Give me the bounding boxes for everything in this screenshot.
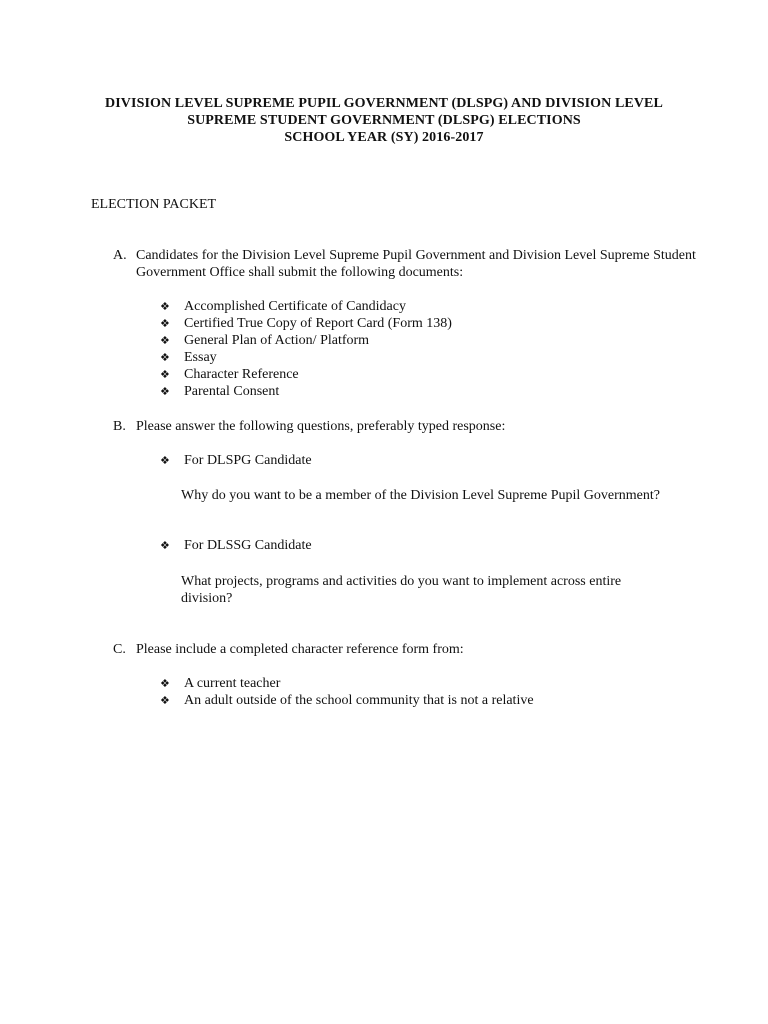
section-b-text: Please answer the following questions, preferably typed response: [136,419,506,434]
diamond-flower-icon: ❖ [160,351,170,364]
list-item: ❖ Parental Consent [160,384,280,399]
section-c-marker: C. [113,642,126,657]
dlssg-question: What projects, programs and activities do you want to implement across entire division? [181,574,622,606]
dlspg-candidate-label: ❖ For DLSPG Candidate [160,453,312,468]
diamond-flower-icon: ❖ [160,334,170,347]
diamond-flower-icon: ❖ [160,694,170,707]
list-item: ❖ General Plan of Action/ Platform [160,333,370,348]
document-title-line-2: SUPREME STUDENT GOVERNMENT (DLSPG) ELECTIONS [187,113,581,128]
list-item: ❖ Certified True Copy of Report Card (Form 138) [160,316,452,331]
section-c-text: Please include a completed character reference form from: [136,642,464,657]
packet-heading: ELECTION PACKET [91,197,217,212]
dlspg-question: Why do you want to be a member of the Division Level Supreme Pupil Government? [181,488,661,503]
document-title-line-1: DIVISION LEVEL SUPREME PUPIL GOVERNMENT (DLSPG) AND DIVISION LEVEL [105,96,663,111]
list-item: ❖ Character Reference [160,367,299,382]
list-item: ❖ An adult outside of the school community that is not a relative [160,693,534,708]
section-a-text: Candidates for the Division Level Supreme Pupil Government and Division Level Supreme Student Government Office shall submit the following documents: [136,248,696,280]
diamond-flower-icon: ❖ [160,300,170,313]
diamond-flower-icon: ❖ [160,317,170,330]
document-title-line-3: SCHOOL YEAR (SY) 2016-2017 [284,130,484,145]
section-b-marker: B. [113,419,126,434]
dlssg-candidate-label: ❖ For DLSSG Candidate [160,538,312,553]
diamond-flower-icon: ❖ [160,385,170,398]
diamond-flower-icon: ❖ [160,539,170,552]
list-item: ❖ A current teacher [160,676,281,691]
diamond-flower-icon: ❖ [160,454,170,467]
diamond-flower-icon: ❖ [160,677,170,690]
diamond-flower-icon: ❖ [160,368,170,381]
section-a-marker: A. [113,248,127,263]
list-item: ❖ Accomplished Certificate of Candidacy [160,299,406,314]
list-item: ❖ Essay [160,350,217,365]
